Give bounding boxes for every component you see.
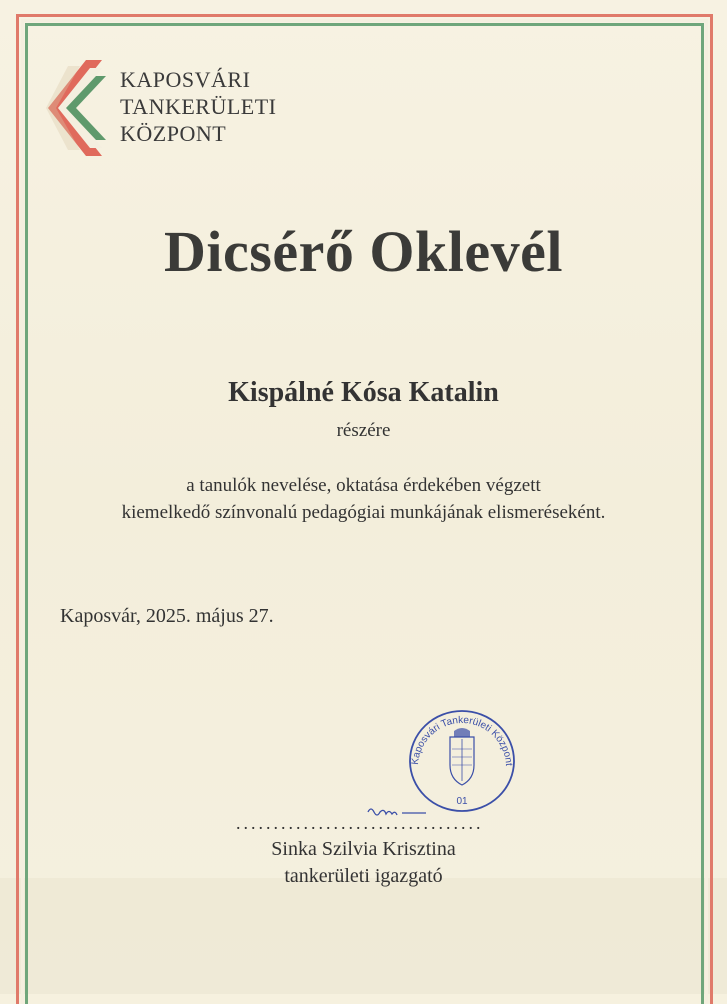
stamp-text: Kaposvári Tankerületi Központ <box>409 714 515 767</box>
award-reason-line2: kiemelkedő színvonalú pedagógiai munkájának elismeréseként. <box>121 502 606 523</box>
official-stamp <box>404 705 520 815</box>
recipient-name: Kispálné Kósa Katalin <box>228 377 499 408</box>
institution-name <box>120 66 276 147</box>
institution-name-line2: TANKERÜLETI <box>120 94 277 119</box>
institution-name-line3: KÖZPONT <box>120 121 227 146</box>
institution-name-line1: KAPOSVÁRI <box>120 67 251 92</box>
coat-of-arms-icon <box>450 728 474 785</box>
award-reason-line1: a tanulók nevelése, oktatása érdekében végzett <box>186 475 541 496</box>
certificate-title: Dicsérő Oklevél <box>164 219 563 284</box>
stamp-number: 01 <box>456 796 468 807</box>
signature-line: ................................. <box>236 813 484 833</box>
award-reason <box>0 472 727 526</box>
place-and-date: Kaposvár, 2025. május 27. <box>60 605 274 627</box>
tricolor-chevron-logo-icon <box>46 58 112 158</box>
for-label: részére <box>336 420 391 441</box>
signer-name: Sinka Szilvia Krisztina <box>271 838 456 860</box>
signer-title: tankerületi igazgató <box>284 865 443 887</box>
